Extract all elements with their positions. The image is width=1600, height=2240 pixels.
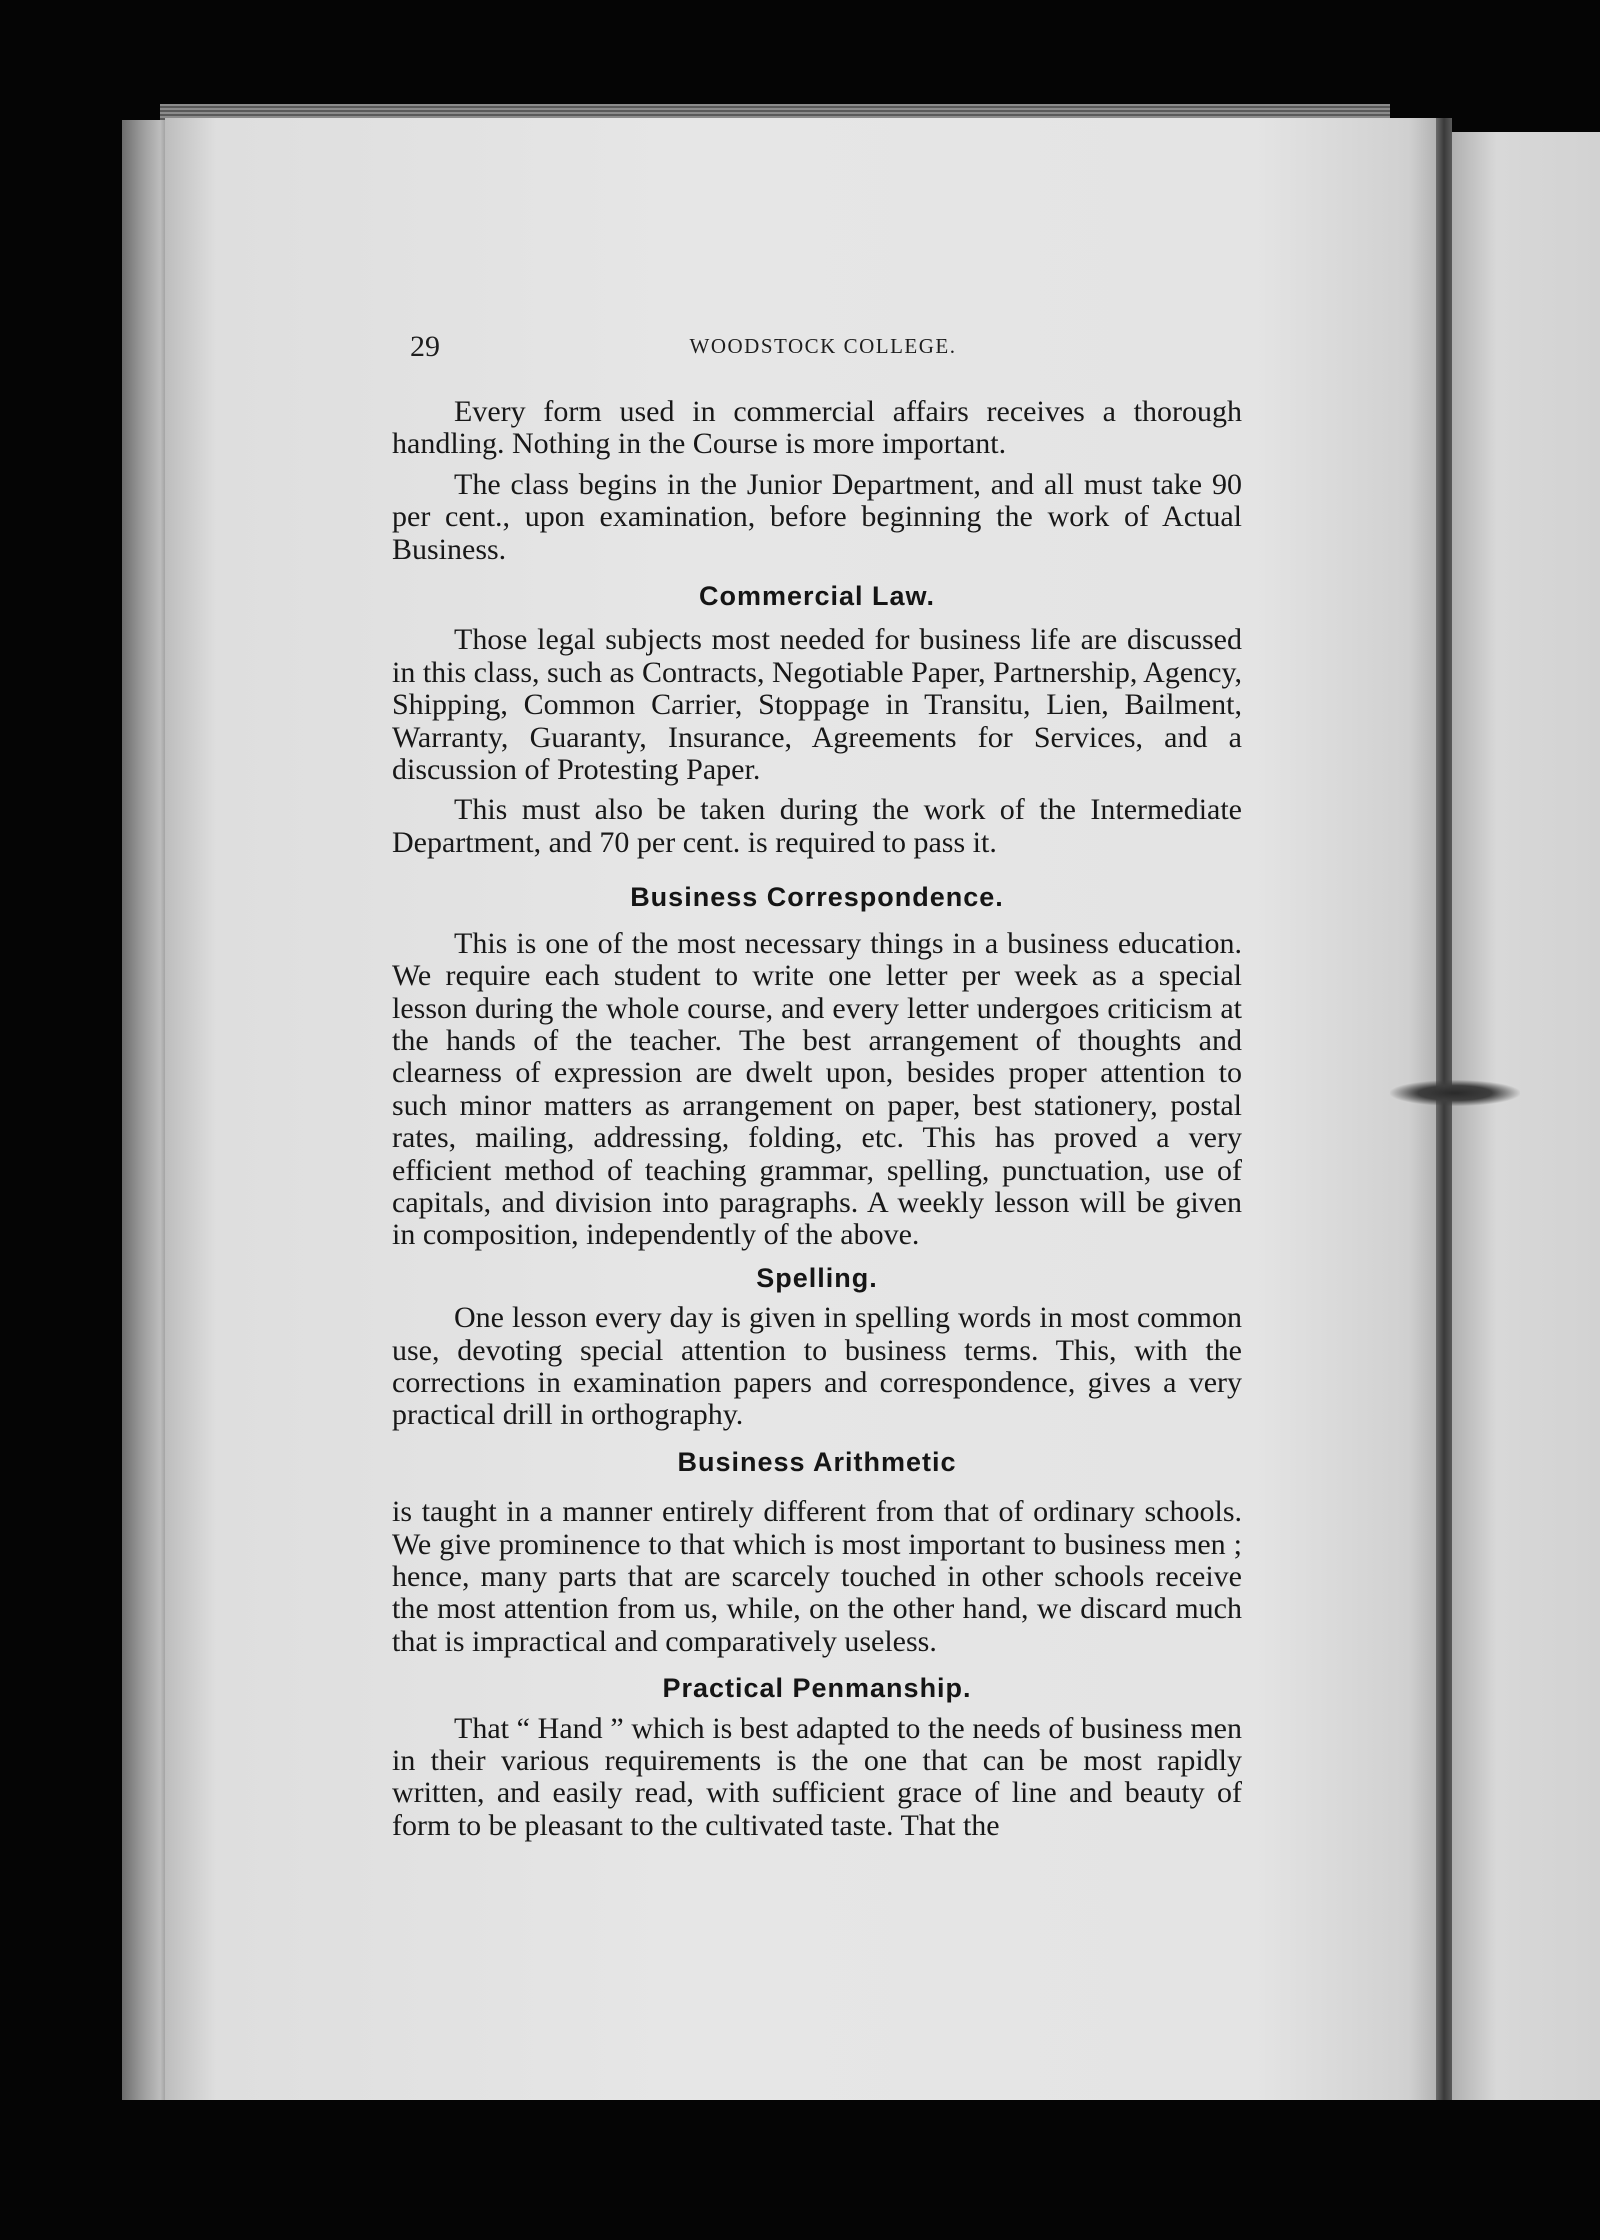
binding-thread [1390, 1080, 1520, 1106]
paragraph-forms: Every form used in commercial affairs receives a thorough handling. Nothing in the Course is more important. [392, 395, 1242, 461]
heading-spelling: Spelling. [756, 1262, 878, 1293]
page-body [392, 396, 1242, 1842]
page-gutter [1436, 118, 1452, 2100]
paragraph-spelling: One lesson every day is given in spelling words in most common use, devoting special attention to business terms. This, with the corrections in examination papers and correspondence, gives a very practical drill in orthography. [392, 1301, 1242, 1432]
heading-business-correspondence: Business Correspondence. [630, 882, 1004, 913]
paragraph-arithmetic: is taught in a manner entirely different from that of ordinary schools. We give prominence to that which is most important to business men ; hence, many parts that are scarcely touched in other schools receive the most attention from us, while, on the other hand, we discard much that is impractical and comparatively useless. [392, 1495, 1242, 1658]
paragraph-law-subjects: Those legal subjects most needed for business life are discussed in this class, such as Contracts, Negotiable Paper, Partnership, Agency, Shipping, Common Carrier, Stoppage in Transitu, Lien, Bailment, Warranty, Guaranty, Insurance, Agreements for Services, and a discussion of Protesting Paper. [392, 623, 1243, 787]
paragraph-class: The class begins in the Junior Department, and all must take 90 per cent., upon examination, before beginning the work of Actual Business. [392, 467, 1242, 566]
book-binding-edge [122, 120, 170, 2100]
paragraph-penmanship: That “ Hand ” which is best adapted to the needs of business men in their various requirements is the one that can be most rapidly written, and easily read, with sufficient grace of line and beauty of form to be pleasant to the cultivated taste. That the [392, 1711, 1242, 1842]
facing-page-edge [1452, 132, 1600, 2100]
page-number: 29 [410, 330, 440, 363]
running-title: WOODSTOCK COLLEGE. [689, 334, 957, 358]
paragraph-correspondence: This is one of the most necessary things in a business education. We require each student to write one letter per week as a special lesson during the whole course, and every letter undergoes criticism at the hands of the teacher. The best arrangement of thoughts and clearness of expression are dwelt upon, besides proper attention to such minor matters as arrangement on paper, best stationery, postal rates, mailing, addressing, folding, etc. This has proved a very efficient method of teaching grammar, spelling, punctuation, use of capitals, and division into paragraphs. A weekly lesson will be given in composition, independently of the above. [392, 926, 1242, 1252]
page-header [410, 330, 1236, 366]
heading-commercial-law: Commercial Law. [698, 581, 936, 612]
heading-practical-penmanship: Practical Penmanship. [662, 1673, 972, 1704]
paragraph-law-requirement: This must also be taken during the work of the Intermediate Department, and 70 per cent. is required to pass it. [392, 793, 1242, 859]
heading-business-arithmetic: Business Arithmetic [677, 1446, 957, 1477]
